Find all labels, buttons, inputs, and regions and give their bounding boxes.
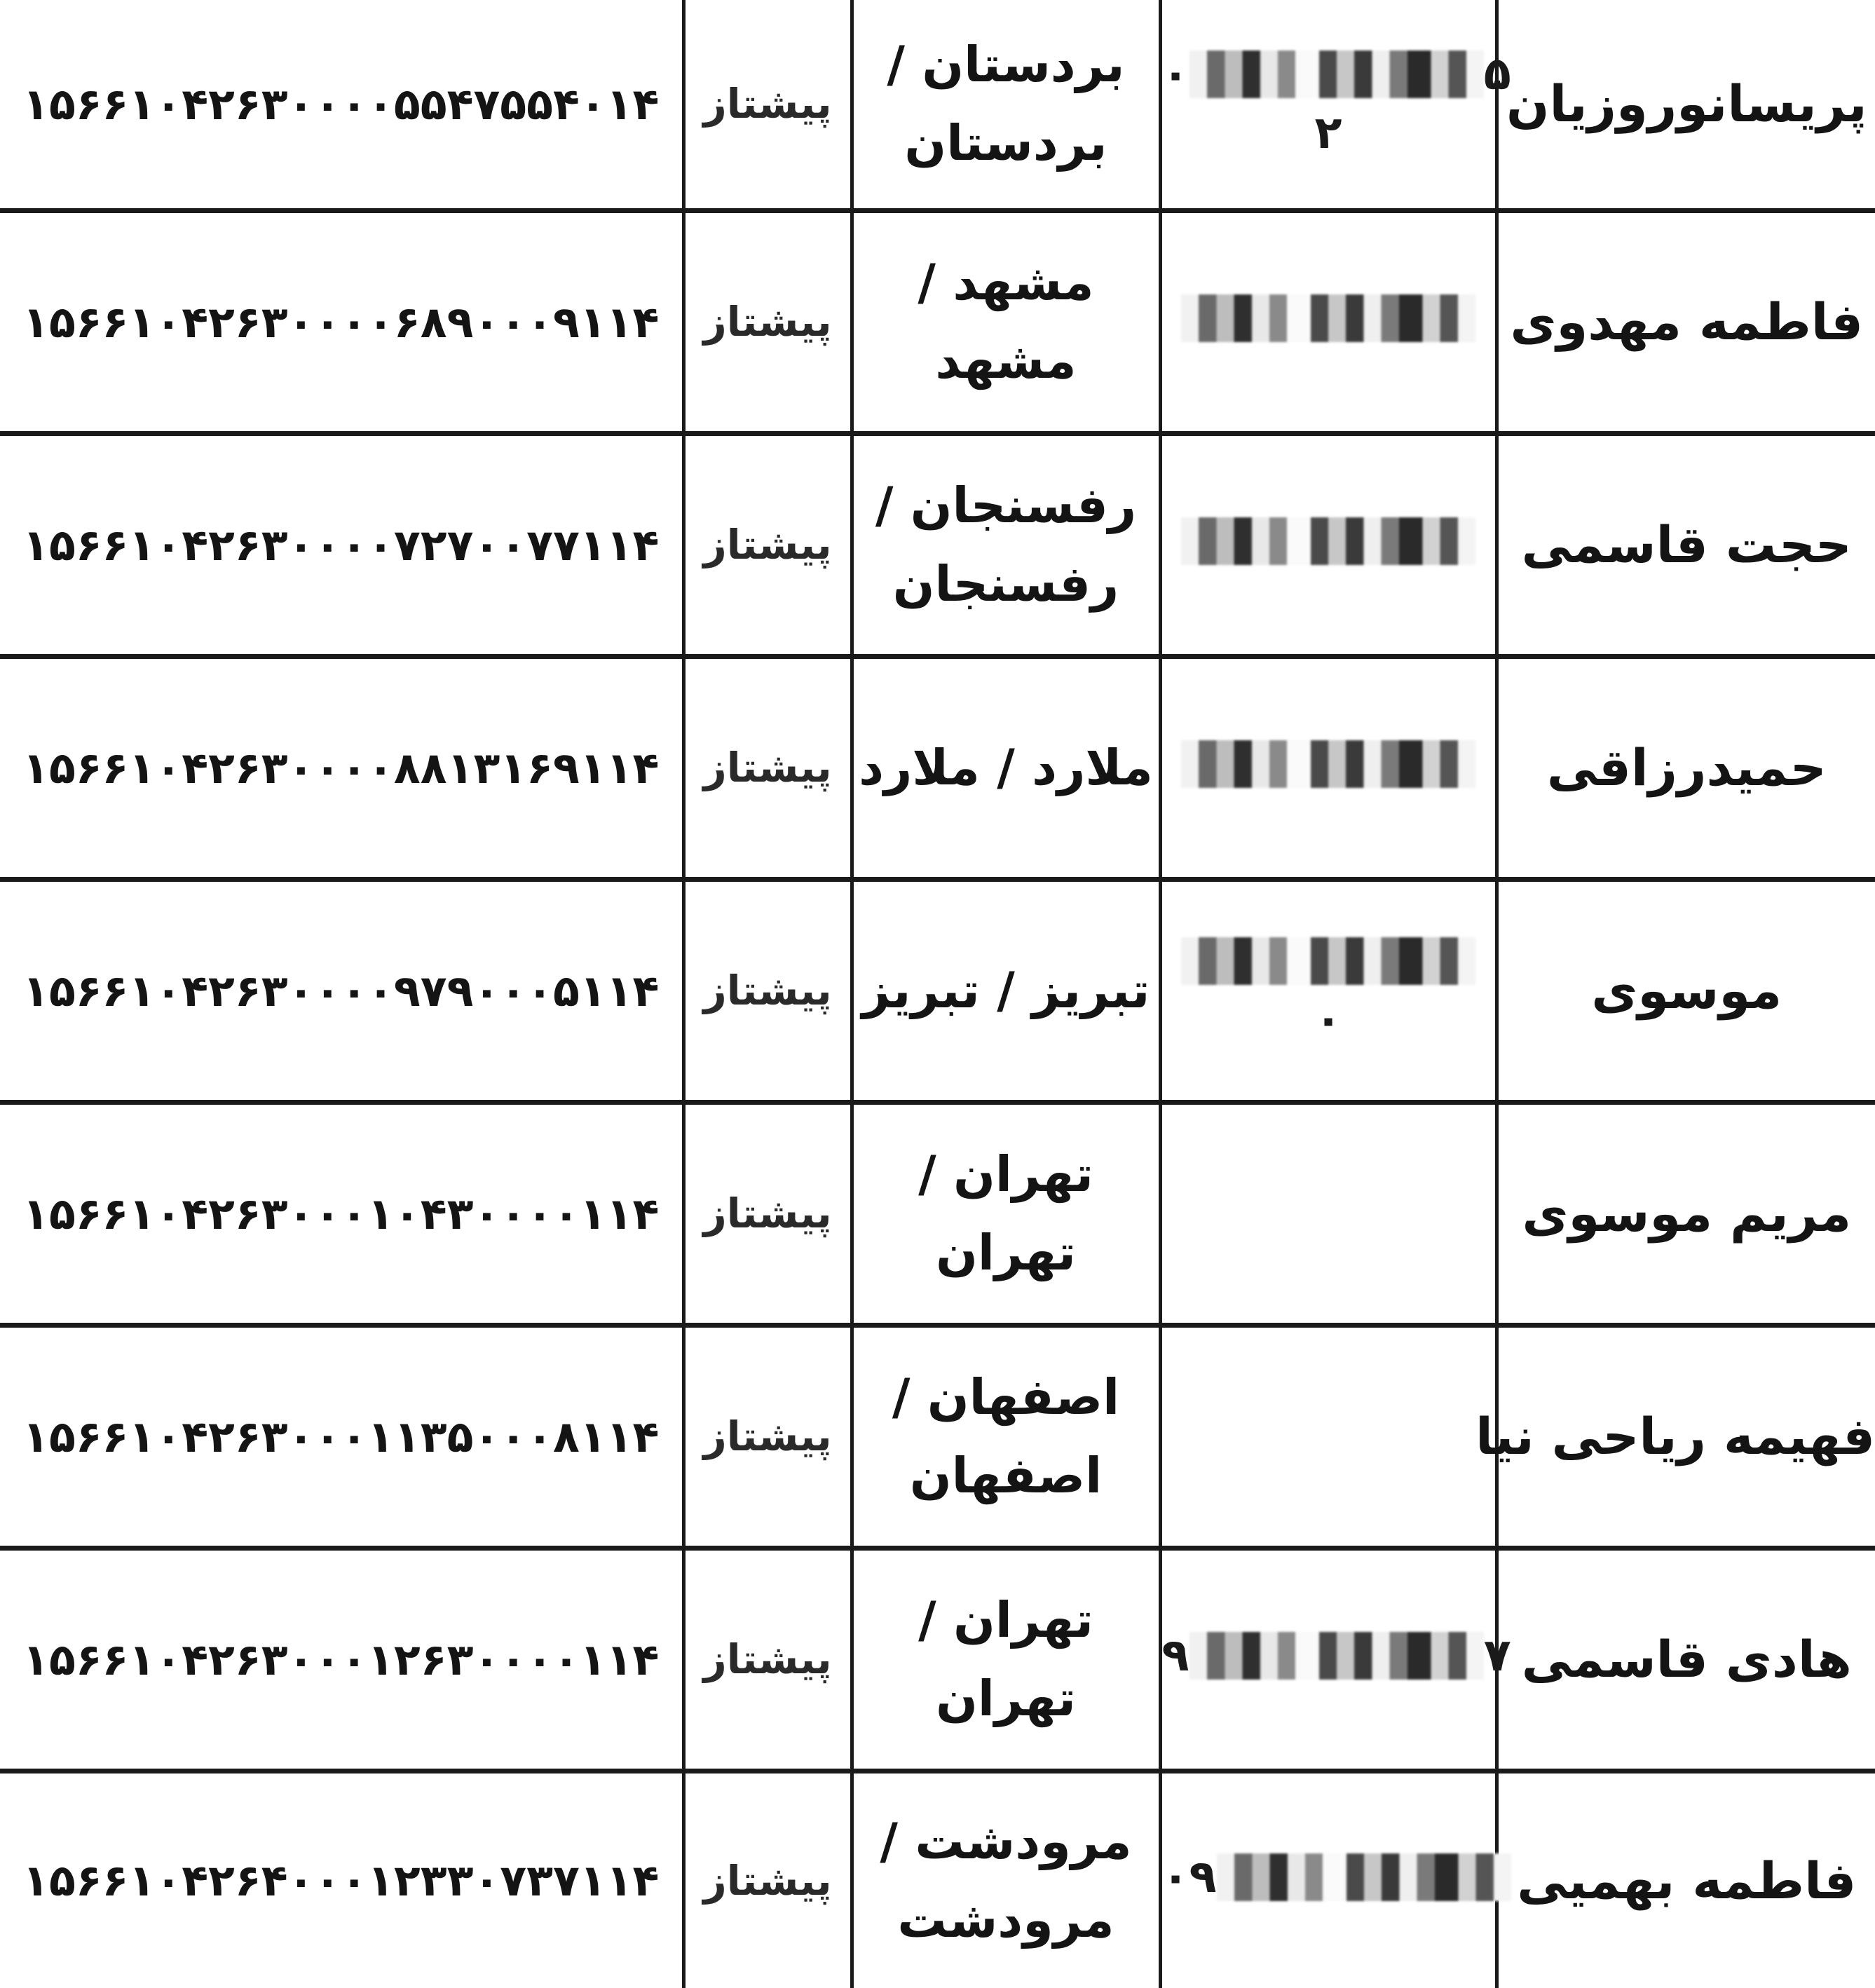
- phone-cell: [1160, 0, 1496, 210]
- recipient-name: مریم موسوی: [1499, 1184, 1875, 1243]
- service-type: پیشتاز: [686, 1635, 850, 1683]
- pixelated-redaction: [1189, 50, 1484, 98]
- recipient-name: فاطمه مهدوی: [1499, 292, 1875, 351]
- table-row: [0, 210, 1875, 433]
- city-province: ملارد / ملارد: [854, 728, 1159, 807]
- service-type: پیشتاز: [686, 1412, 850, 1460]
- city-cell: [852, 1325, 1160, 1548]
- table-row: [0, 1771, 1875, 1988]
- phone-cell: [1160, 1548, 1496, 1771]
- service-cell: [683, 210, 852, 433]
- pixelated-redaction: [1181, 937, 1475, 985]
- pixelated-redaction: [1181, 740, 1475, 788]
- name-cell: [1496, 1102, 1875, 1325]
- service-cell: [683, 1102, 852, 1325]
- city-cell: [852, 656, 1160, 879]
- name-cell: [1496, 656, 1875, 879]
- city-province: اصفهان / اصفهان: [854, 1358, 1159, 1515]
- phone-number-redacted: [1162, 292, 1495, 344]
- recipient-name: حجت قاسمی: [1499, 515, 1875, 574]
- tracking-cell: [0, 656, 683, 879]
- pixelated-redaction: [1217, 1853, 1511, 1901]
- recipient-name: پریسانوروزیان: [1499, 74, 1875, 133]
- phone-visible-start: ۰۹: [1162, 1851, 1217, 1903]
- service-type: پیشتاز: [686, 298, 850, 346]
- phone-number-redacted: [1162, 1851, 1495, 1903]
- city-province: رفسنجان / رفسنجان: [854, 466, 1159, 623]
- phone-visible-end: ۵: [1484, 48, 1511, 100]
- city-province: تبریز / تبریز: [854, 951, 1159, 1030]
- table-row: [0, 656, 1875, 879]
- city-cell: [852, 433, 1160, 656]
- tracking-cell: [0, 433, 683, 656]
- phone-visible-start: ۰: [1162, 48, 1189, 100]
- service-cell: [683, 433, 852, 656]
- tracking-cell: [0, 0, 683, 210]
- phone-cell: [1160, 433, 1496, 656]
- service-cell: [683, 0, 852, 210]
- tracking-number: ۱۵۶۶۱۰۴۲۶۳۰۰۰۱۲۶۳۰۰۰۰۱۱۴: [0, 1634, 682, 1685]
- city-province: بردستان / بردستان: [854, 25, 1159, 182]
- city-province: تهران / تهران: [854, 1135, 1159, 1292]
- tracking-cell: [0, 1102, 683, 1325]
- table-row: [0, 1548, 1875, 1771]
- name-cell: [1496, 1771, 1875, 1988]
- city-cell: [852, 1102, 1160, 1325]
- name-cell: [1496, 0, 1875, 210]
- name-cell: [1496, 1548, 1875, 1771]
- phone-cell: [1160, 879, 1496, 1102]
- table-row: [0, 879, 1875, 1102]
- city-cell: [852, 879, 1160, 1102]
- city-province: مرودشت / مرودشت: [854, 1802, 1159, 1959]
- tracking-cell: [0, 1771, 683, 1988]
- recipient-name: فاطمه بهمیی: [1499, 1851, 1875, 1910]
- city-province: تهران / تهران: [854, 1581, 1159, 1738]
- service-cell: [683, 1325, 852, 1548]
- recipient-name: فهیمه ریاحی نیا: [1499, 1407, 1875, 1466]
- phone-visible-end: ۷: [1484, 1630, 1511, 1682]
- name-cell: [1496, 433, 1875, 656]
- city-cell: [852, 1548, 1160, 1771]
- tracking-number: ۱۵۶۶۱۰۴۲۶۳۰۰۰۰۷۲۷۰۰۷۷۱۱۴: [0, 519, 682, 571]
- tracking-number: ۱۵۶۶۱۰۴۲۶۴۰۰۰۱۲۳۳۰۷۳۷۱۱۴: [0, 1855, 682, 1906]
- pixelated-redaction: [1189, 1632, 1484, 1680]
- phone-cell: [1160, 1771, 1496, 1988]
- phone-number-redacted: [1162, 935, 1495, 987]
- service-cell: [683, 1771, 852, 1988]
- pixelated-redaction: [1181, 294, 1475, 342]
- table-row: [0, 1102, 1875, 1325]
- service-type: پیشتاز: [686, 1190, 850, 1237]
- tracking-number: ۱۵۶۶۱۰۴۲۶۳۰۰۰۰۵۵۴۷۵۵۴۰۱۴: [0, 79, 682, 130]
- table-row: [0, 433, 1875, 656]
- service-cell: [683, 656, 852, 879]
- tracking-cell: [0, 1325, 683, 1548]
- phone-visible-start: ۹: [1162, 1630, 1189, 1682]
- phone-cell: [1160, 1325, 1496, 1548]
- tracking-number: ۱۵۶۶۱۰۴۲۶۳۰۰۰۱۰۴۳۰۰۰۰۱۱۴: [0, 1188, 682, 1239]
- service-type: پیشتاز: [686, 521, 850, 569]
- recipient-name: حمیدرزاقی: [1499, 738, 1875, 797]
- table-row: [0, 0, 1875, 210]
- service-type: پیشتاز: [686, 1857, 850, 1905]
- phone-cell: [1160, 1102, 1496, 1325]
- phone-number-redacted: [1162, 48, 1495, 100]
- recipient-name: موسوی: [1499, 961, 1875, 1020]
- name-cell: [1496, 210, 1875, 433]
- tracking-number: ۱۵۶۶۱۰۴۲۶۳۰۰۰۱۱۳۵۰۰۰۸۱۱۴: [0, 1411, 682, 1462]
- service-cell: [683, 1548, 852, 1771]
- tracking-number: ۱۵۶۶۱۰۴۲۶۳۰۰۰۰۸۸۱۳۱۶۹۱۱۴: [0, 742, 682, 794]
- phone-number-redacted: [1162, 738, 1495, 790]
- service-type: پیشتاز: [686, 744, 850, 791]
- recipient-name: هادی قاسمی: [1499, 1630, 1875, 1689]
- name-cell: [1496, 1325, 1875, 1548]
- name-cell: [1496, 879, 1875, 1102]
- city-province: مشهد / مشهد: [854, 243, 1159, 400]
- phone-number-redacted: [1162, 515, 1495, 567]
- service-type: پیشتاز: [686, 967, 850, 1014]
- tracking-cell: [0, 879, 683, 1102]
- table-row: [0, 1325, 1875, 1548]
- city-cell: [852, 210, 1160, 433]
- tracking-cell: [0, 1548, 683, 1771]
- tracking-cell: [0, 210, 683, 433]
- pixelated-redaction: [1181, 517, 1475, 565]
- phone-cell: [1160, 210, 1496, 433]
- city-cell: [852, 0, 1160, 210]
- service-type: پیشتاز: [686, 80, 850, 128]
- phone-number-redacted: [1162, 1630, 1495, 1682]
- service-cell: [683, 879, 852, 1102]
- tracking-number: ۱۵۶۶۱۰۴۲۶۳۰۰۰۰۶۸۹۰۰۰۹۱۱۴: [0, 297, 682, 348]
- phone-overflow-digit: ۰: [1162, 994, 1495, 1046]
- phone-overflow-digit: ۲: [1162, 107, 1495, 159]
- phone-cell: [1160, 656, 1496, 879]
- city-cell: [852, 1771, 1160, 1988]
- tracking-number: ۱۵۶۶۱۰۴۲۶۳۰۰۰۰۹۷۹۰۰۰۵۱۱۴: [0, 965, 682, 1016]
